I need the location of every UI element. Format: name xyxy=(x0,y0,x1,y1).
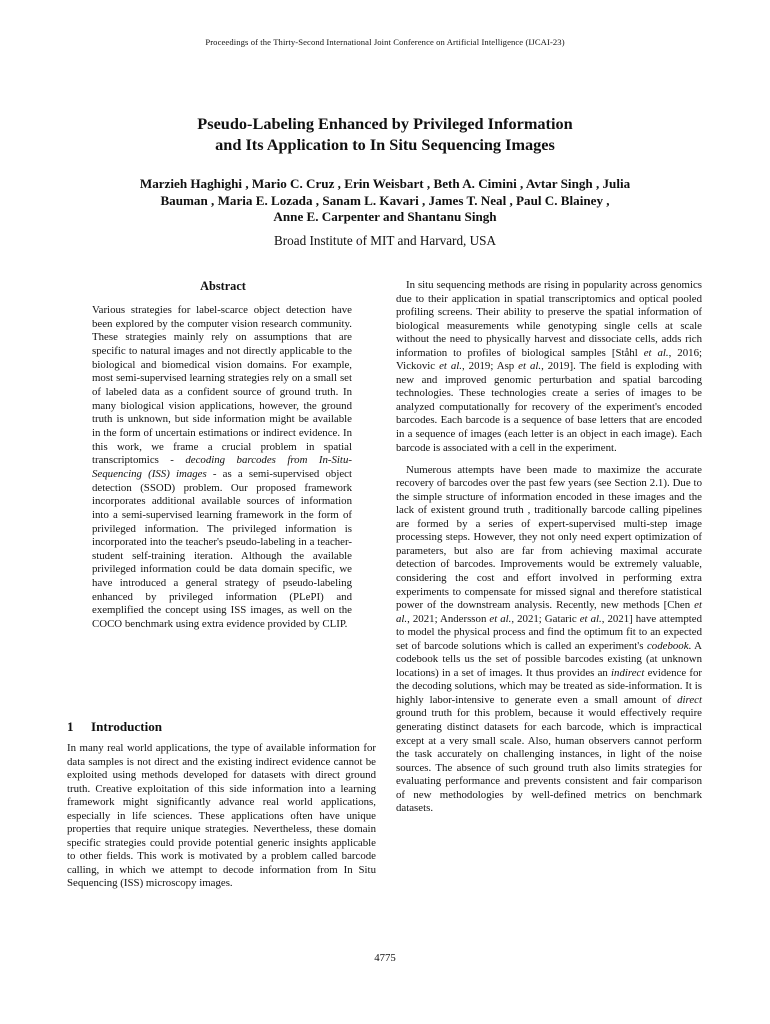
text-italic: codebook xyxy=(646,639,689,652)
text-italic: et al. xyxy=(439,360,462,373)
title-line-1: Pseudo-Labeling Enhanced by Privileged Information xyxy=(197,114,573,133)
text-span: , 2019; Asp xyxy=(462,360,519,373)
page-number: 4775 xyxy=(374,952,396,964)
author-list xyxy=(0,176,770,226)
text-italic: indirect xyxy=(611,666,645,679)
text-span: evidence for the decoding solutions, which may be treated as side-information. It is highly labor-intensive to generate even a small amount of xyxy=(396,666,702,706)
section-number: 1 xyxy=(67,719,74,734)
affiliation: Broad Institute of MIT and Harvard, USA xyxy=(273,233,497,248)
text-italic: et al. xyxy=(396,599,702,625)
text-italic: direct xyxy=(677,693,702,706)
abstract-text-italic: - decoding barcodes from In-Situ-Sequencing (ISS) images xyxy=(92,454,352,480)
section-title: Introduction xyxy=(91,719,163,734)
text-span: . A codebook tells us the set of possible barcodes existing (at unknown locations) in a set of images. It thus provides an xyxy=(396,639,703,679)
authors-line-3: Anne E. Carpenter and Shantanu Singh xyxy=(273,209,497,224)
authors-line-2: Bauman , Maria E. Lozada , Sanam L. Kavari , James T. Neal , Paul C. Blainey , xyxy=(160,192,610,208)
title-line-2: and Its Application to In Situ Sequencing Images xyxy=(215,135,555,154)
text-span: In situ sequencing methods are rising in popularity across genomics due to their application in spatial transcriptomics and optical pooled profiling screens. Their ability to preserve the spatial information of biological measurements while genotyping single cells at scale without the need to physically harvest and dissociate cells, adds rich information to profiles of biological samples [Ståhl xyxy=(396,279,702,359)
section-heading-introduction xyxy=(67,719,162,735)
abstract-text-2: - as a semi-supervised object detection (SSOD) problem. Our proposed framework incorporates additional available sources of information into a semi-supervised learning framework in the form of privileged information. The privileged information is incorporated into the teacher's pseudo-labeling in a teacher-student self-training iteration. Although the available privileged information could be data domain specific, we have introduced a general strategy of pseudo-labeling enhanced by privileged information (PLePI) and exemplified the concept using ISS images, as well on the COCO benchmark using extra evidence provided by CLIP. xyxy=(92,467,352,631)
paper-title xyxy=(0,113,770,155)
text-italic: et al. xyxy=(643,346,669,359)
introduction-left-column xyxy=(67,742,376,891)
right-paragraph-1 xyxy=(396,279,702,455)
text-span: , 2019]. The field is exploding with new and improved genomic perturbation and spatial barcoding technologies. These technologies create a series of images to be analyzed computationally for recovery of the experiment's encoded barcodes. Each barcode is a sequence of base letters that are encoded in a sequence of images (each letter is an object in each image). Each barcode is associated with a cell in the experiment. xyxy=(396,360,703,454)
intro-paragraph: In many real world applications, the type of available information for data samples is not direct and the existing indirect evidence cannot be exploited using methods developed for datasets with direct ground truth. Creative exploitation of this side information into a learning framework might significantly advance real world applications, especially in life sciences. These applications often have unique properties that require unique strategies. Nevertheless, these domain specific strategies could provide potential generic insights applicable to other fields. This work is motivated by a problem called barcode calling, in which we attempt to decode information from In Situ Sequencing (ISS) microscopy images. xyxy=(67,742,376,890)
abstract-heading: Abstract xyxy=(200,279,246,293)
conference-header: Proceedings of the Thirty-Second International Joint Conference on Artificial Intelligence (IJCAI-23) xyxy=(205,37,565,47)
abstract-text-1: Various strategies for label-scarce object detection have been explored by the computer vision research community. These strategies mainly rely on assumptions that are specific to natural images and not directly applicable to the biological and biomedical vision domains. For example, most semi-supervised learning strategies rely on a small set of labeled data as a confident source of ground truth. In many biological vision applications, however, the ground truth is unknown, but side information might be available in the form of uncertain estimations or indirect evidence. In this work, we frame a crucial problem in spatial transcriptomics xyxy=(92,304,352,467)
abstract-body xyxy=(92,304,352,632)
text-span: , 2021] have attempted to model the physical process and find the optimum fit to an expected set of barcode solutions which is called an experiment's xyxy=(396,612,702,652)
text-italic: et al. xyxy=(489,612,512,625)
authors-line-1: Marzieh Haghighi , Mario C. Cruz , Erin Weisbart , Beth A. Cimini , Avtar Singh , Julia xyxy=(139,176,631,191)
text-span: , 2021; Andersson xyxy=(407,612,490,625)
right-column xyxy=(396,279,702,824)
right-paragraph-2 xyxy=(396,464,702,816)
text-italic: et al. xyxy=(579,612,602,625)
text-span: , 2021; Gataric xyxy=(511,612,580,625)
text-span: ground truth for this problem, because it would effectively require generating distinct datasets for each barcode, which is impractical except at a very small scale. Also, human observers cannot perform the task accurately on challenging instances, in light of the noise sources. The absence of such ground truth also limits strategies for evaluating performance and prevents consistent and fair comparison of new methodologies by well-defined metrics on benchmark datasets. xyxy=(396,707,702,815)
text-span: Numerous attempts have been made to maximize the accurate recovery of barcodes over the past few years (see Section 2.1). Due to the simple structure of information encoded in these images and the lack of existent ground truth , traditionally barcode calling pipelines are formed by a series of expert-supervised multi-step image processing steps. However, they not only need expert optimization of parameters, but also are far from achieving maximal accurate detection of barcodes. Improvements would be extremely valuable, considering the cost and effort involved in performing extra experiments to compensate for missed signal and therefore statistical power of the downstream analysis. Recently, new methods [Chen xyxy=(396,463,702,612)
text-span: , 2016; Vickovic xyxy=(396,346,703,373)
text-italic: et al. xyxy=(518,360,542,373)
